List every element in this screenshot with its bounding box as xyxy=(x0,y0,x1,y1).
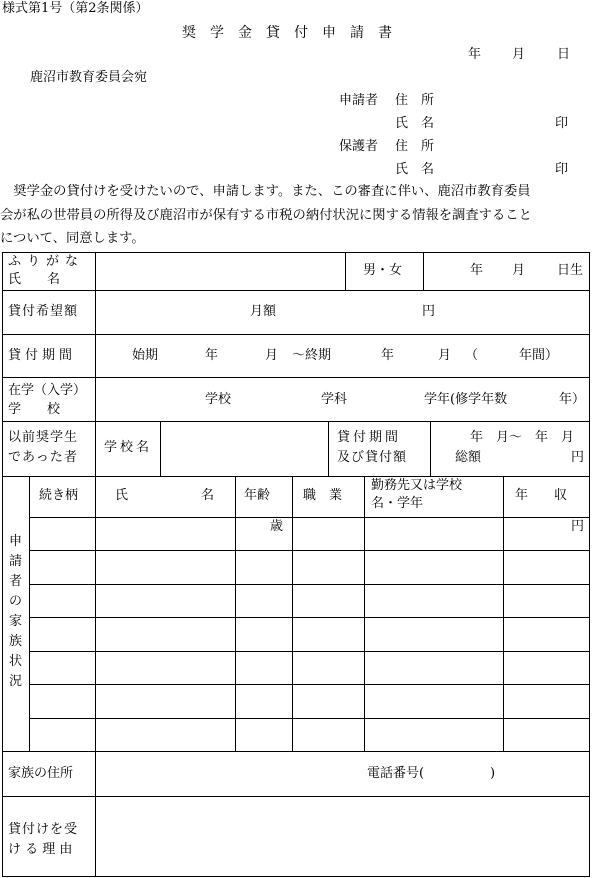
loan-amount-label: 貸付希望額 xyxy=(8,304,79,319)
applicant-address-label: 住 所 xyxy=(395,93,435,108)
header-income: 年 収 xyxy=(515,488,568,503)
form-number: 様式第1号（第2条関係） xyxy=(2,1,149,16)
date-day: 日 xyxy=(557,47,571,62)
declaration-line-2: 会が私の世帯員の所得及び鹿沼市が保有する市税の納付状況に関する情報を調査すること xyxy=(0,208,532,223)
furigana-label: ふりがな xyxy=(8,254,85,269)
period-end-year: 年 xyxy=(381,348,395,363)
header-relationship: 続き柄 xyxy=(39,488,79,503)
form-title: 奨 学 金 貸 付 申 請 書 xyxy=(182,25,392,41)
guardian-label: 保護者 xyxy=(339,139,379,154)
previous-label-1: 以前奨学生 xyxy=(8,430,79,445)
period-end-label: ～終期 xyxy=(292,348,332,363)
prev-period-label-1: 貸付期間 xyxy=(337,430,402,445)
prev-period-value: 年 月～ 年 月 xyxy=(470,430,575,445)
recipient: 鹿沼市教育委員会宛 xyxy=(30,70,148,85)
period-end-month: 月 xyxy=(438,348,452,363)
school-label-1: 在学（入学） xyxy=(8,383,87,398)
header-occupation: 職 業 xyxy=(303,488,343,503)
family-address-label: 家族の住所 xyxy=(8,766,74,781)
guardian-address-label: 住 所 xyxy=(395,139,435,154)
date-year: 年 xyxy=(468,47,482,62)
declaration-line-3: について、同意します。 xyxy=(0,231,145,246)
prev-period-label-2: 及び貸付額 xyxy=(337,450,408,465)
period-start-month: 月 xyxy=(265,348,279,363)
application-form-page: 様式第1号（第2条関係） 奨 学 金 貸 付 申 請 書 年 月 日 鹿沼市教育委員会宛 申請者 住 所 氏 名 印 保護者 住 所 氏 名 印 奨学金の貸付けを受けたいので、申請します。また、この審査に伴い、鹿沼市教育委員 会が私の世帯員の所得及び鹿沼市が保有する市税の納付状況に関する情報を調査すること について、同意します。 ふりがな 氏 名 男・女 年 月 日生 貸付希望額 月額 円 貸付期間 始期 年 月 ～終期 年 月 （ 年間） 在学（入学） 学 校 学校 学科 学年(修学年数 年） 以前奨学生 であった者 学校名 貸付期間 及び貸付額 年 月～ 年 月 総額 円 申 請 者 の 家 族 状 況 続き柄 氏 名 年齢 職 業 勤務先又は学校 名・学年 年 収 歳 円 家族の住所 電話番号( ) 貸付けを受 け る 理 由 xyxy=(0,0,592,878)
grade-close: 年） xyxy=(559,392,586,407)
header-workplace-2: 名・学年 xyxy=(371,496,424,511)
guardian-name-label: 氏 名 xyxy=(395,162,435,177)
age-unit: 歳 xyxy=(270,519,284,534)
reason-label-2: け る 理 由 xyxy=(8,842,73,857)
loan-period-label: 貸付期間 xyxy=(8,348,77,363)
declaration-line-1: 奨学金の貸付けを受けたいので、申請します。また、この審査に伴い、鹿沼市教育委員 xyxy=(0,184,531,199)
period-start-year: 年 xyxy=(205,348,219,363)
period-start-label: 始期 xyxy=(132,348,159,363)
phone-close: ) xyxy=(490,766,496,781)
phone-label: 電話番号( xyxy=(367,766,425,781)
previous-label-2: であった者 xyxy=(8,450,78,465)
birth-month: 月 xyxy=(512,263,526,278)
total-amount-label: 総額 xyxy=(455,450,482,465)
school-label-2: 学 校 xyxy=(8,402,61,417)
birth-day: 日生 xyxy=(557,263,584,278)
department-label: 学科 xyxy=(321,392,348,407)
birth-year: 年 xyxy=(470,263,484,278)
header-name-right: 名 xyxy=(201,488,215,503)
school-name-label: 学校名 xyxy=(104,440,153,455)
loan-amount-yen: 円 xyxy=(422,304,436,319)
header-workplace: 勤務先又は学校 xyxy=(371,478,463,493)
date-month: 月 xyxy=(512,47,526,62)
header-name-left: 氏 xyxy=(115,488,129,503)
gender-option[interactable]: 男・女 xyxy=(363,263,403,278)
name-label: 氏 名 xyxy=(8,272,61,287)
period-years-total: 年間） xyxy=(519,348,559,363)
total-amount-yen: 円 xyxy=(571,450,585,465)
applicant-seal: 印 xyxy=(555,116,569,131)
income-unit: 円 xyxy=(571,519,585,534)
guardian-seal: 印 xyxy=(555,162,569,177)
header-age: 年齢 xyxy=(244,488,271,503)
period-years-open: （ xyxy=(465,348,479,363)
monthly-label: 月額 xyxy=(250,304,277,319)
applicant-label: 申請者 xyxy=(339,93,379,108)
school-label: 学校 xyxy=(205,392,232,407)
reason-label-1: 貸付けを受 xyxy=(8,822,79,837)
grade-label: 学年(修学年数 xyxy=(424,392,508,407)
applicant-name-label: 氏 名 xyxy=(395,116,435,131)
